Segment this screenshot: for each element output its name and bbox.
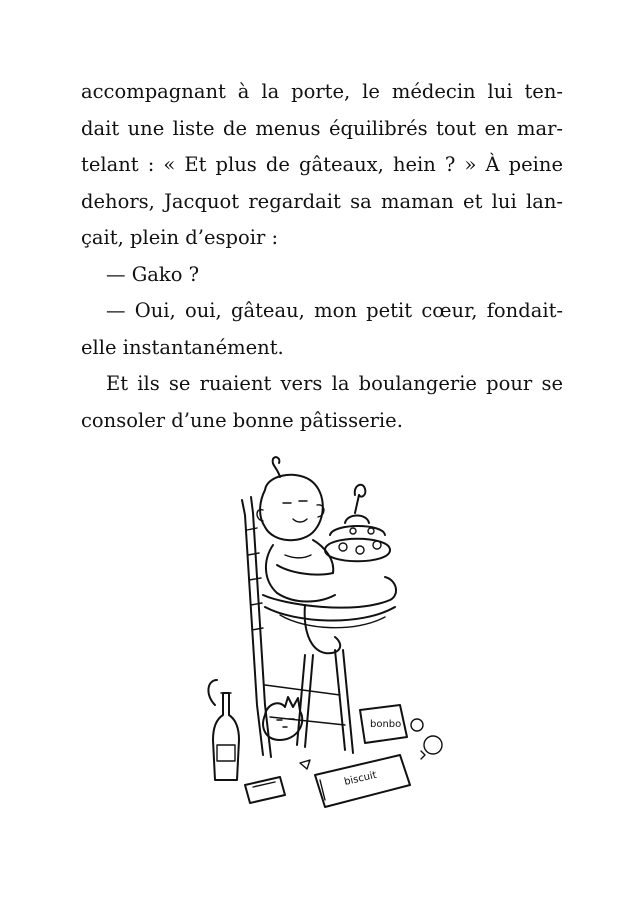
high-chair — [242, 497, 396, 757]
bottle-drawing — [213, 693, 239, 780]
text-line: accompagnant à la porte, le médecin lui ten- — [81, 80, 563, 103]
text-line: elle instantanément. — [81, 335, 284, 359]
text-line: dait une liste de menus équilibrés tout en mar- — [81, 116, 563, 140]
text-line: consoler d’une bonne pâtisserie. — [81, 408, 403, 432]
dialogue-line: — Gako ? — [106, 262, 200, 286]
text-line: telant : « Et plus de gâteaux, hein ? » À peine — [81, 153, 563, 176]
dialogue-line: — Oui, oui, gâteau, mon petit cœur, fondait- — [106, 299, 563, 322]
body-text — [81, 74, 563, 439]
biscuit-box-drawing — [315, 755, 410, 807]
text-line: dehors, Jacquot regardait sa maman et lui lan- — [81, 189, 563, 213]
illustration-child-with-cake — [185, 455, 455, 815]
candy-bag-drawing — [360, 705, 407, 743]
paragraph-line: Et ils se ruaient vers la boulangerie pour se — [106, 372, 563, 395]
biscuit-box-label: biscuit — [343, 769, 378, 788]
candy-bag-label: bonbo — [370, 719, 402, 730]
cake-drawing — [325, 485, 390, 562]
text-line: çait, plein d’espoir : — [81, 226, 279, 249]
